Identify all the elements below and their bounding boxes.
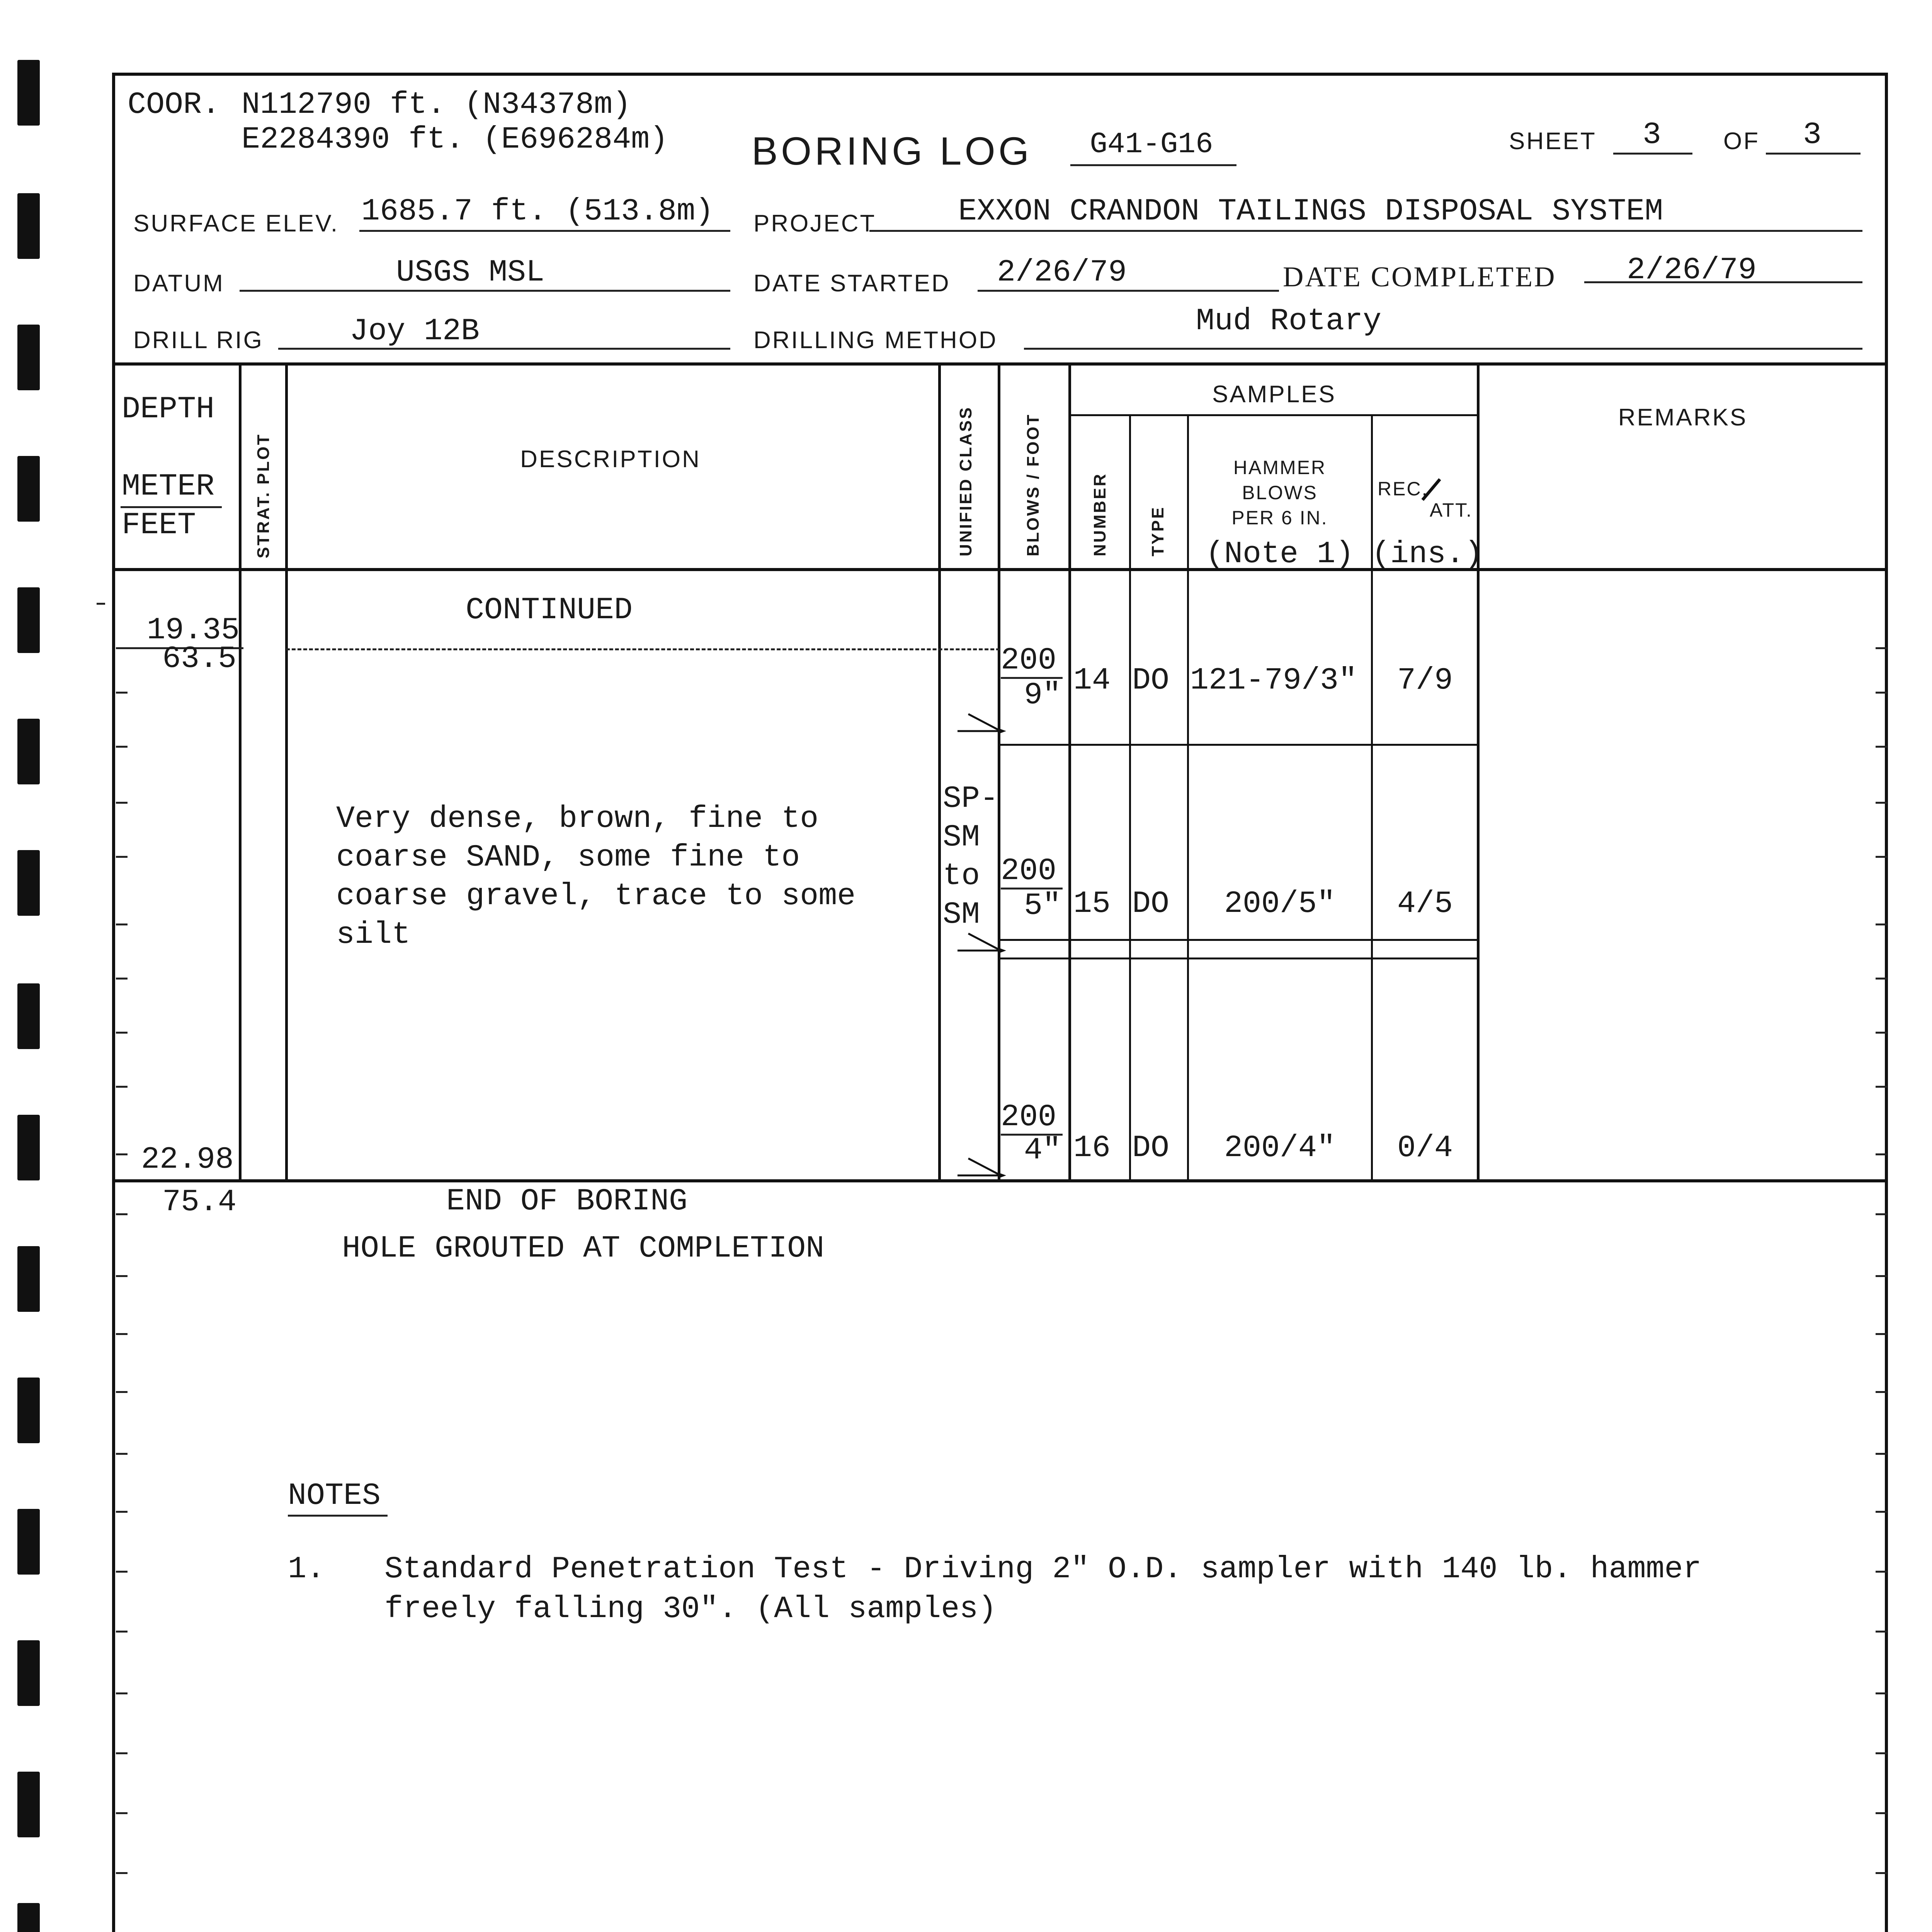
description-heading: DESCRIPTION xyxy=(520,446,701,473)
date-completed: 2/26/79 xyxy=(1627,253,1757,288)
punch-hole xyxy=(17,1772,40,1837)
hammer-heading-2: BLOWS xyxy=(1242,482,1318,503)
coor-north: N112790 ft. (N34378m) xyxy=(242,87,631,122)
drill-rig: Joy 12B xyxy=(350,314,480,349)
sample-arrow-icon xyxy=(954,932,1009,955)
sample-arrow-icon xyxy=(954,1155,1009,1179)
blows-value: 200 xyxy=(1001,854,1057,889)
unified-class-heading: UNIFIED CLASS xyxy=(956,406,975,556)
form-title: BORING LOG xyxy=(752,129,1032,173)
depth-bottom-meter: 22.98 xyxy=(141,1142,234,1177)
punch-hole xyxy=(17,850,40,916)
sample-number: 16 xyxy=(1073,1131,1111,1166)
sample-type: DO xyxy=(1132,1131,1170,1166)
coor-label: COOR. xyxy=(128,87,221,122)
description-line: Very dense, brown, fine to xyxy=(336,801,819,837)
date-started: 2/26/79 xyxy=(997,255,1127,290)
project-name: EXXON CRANDON TAILINGS DISPOSAL SYSTEM xyxy=(958,194,1663,229)
punch-hole xyxy=(17,1115,40,1180)
punch-hole xyxy=(17,60,40,126)
unified-class-value xyxy=(943,780,998,934)
recovery: 0/4 xyxy=(1397,1131,1453,1166)
surface-elev-label: SURFACE ELEV. xyxy=(133,210,339,237)
punch-hole xyxy=(17,1378,40,1443)
note-number: 1. xyxy=(288,1552,325,1587)
sample-arrow-icon xyxy=(954,711,1009,734)
hole-grouted: HOLE GROUTED AT COMPLETION xyxy=(342,1231,825,1266)
strat-plot-heading: STRAT. PLOT xyxy=(254,433,273,558)
hammer-heading-3: PER 6 IN. xyxy=(1231,507,1328,529)
rec-heading: REC. xyxy=(1378,478,1429,500)
surface-elev: 1685.7 ft. (513.8m) xyxy=(361,194,714,229)
hammer-blows: 200/4" xyxy=(1224,1131,1336,1166)
sample-number: 14 xyxy=(1073,663,1111,698)
boring-id: G41-G16 xyxy=(1090,128,1213,161)
blows-penetration: 9" xyxy=(1024,678,1061,713)
blows-foot-heading: BLOWS / FOOT xyxy=(1024,413,1043,556)
drilling-method-label: DRILLING METHOD xyxy=(753,327,998,354)
punch-hole xyxy=(17,325,40,390)
sample-number: 15 xyxy=(1073,886,1111,922)
continued-label: CONTINUED xyxy=(466,593,633,628)
blows-penetration: 4" xyxy=(1024,1133,1061,1168)
unified-line: SM xyxy=(943,897,980,932)
meter-heading: METER xyxy=(122,469,215,504)
date-started-label: DATE STARTED xyxy=(753,270,951,297)
recovery: 4/5 xyxy=(1397,886,1453,922)
note-text-line1: Standard Penetration Test - Driving 2" O.D. sampler with 140 lb. hammer xyxy=(384,1552,1702,1587)
sheet-number: 3 xyxy=(1642,117,1661,153)
end-of-boring: END OF BORING xyxy=(446,1184,688,1219)
hammer-note: (Note 1) xyxy=(1205,537,1354,572)
punch-hole xyxy=(17,587,40,653)
punch-hole xyxy=(17,1903,40,1932)
sample-type: DO xyxy=(1132,886,1170,922)
punch-hole xyxy=(17,456,40,522)
punch-hole xyxy=(17,983,40,1049)
depth-top-feet: 63.5 xyxy=(162,641,237,677)
hammer-heading-1: HAMMER xyxy=(1233,457,1327,478)
unified-line: SM xyxy=(943,820,980,855)
punch-hole xyxy=(17,1509,40,1575)
punch-hole xyxy=(17,719,40,784)
notes-title: NOTES xyxy=(288,1478,381,1514)
sheet-label: SHEET xyxy=(1509,128,1597,155)
remarks-heading: REMARKS xyxy=(1618,404,1748,431)
of-label: OF xyxy=(1723,128,1760,155)
drilling-method: Mud Rotary xyxy=(1196,304,1382,339)
project-label: PROJECT xyxy=(753,210,876,237)
note-text-line2: freely falling 30". (All samples) xyxy=(384,1592,997,1627)
hammer-blows: 121-79/3" xyxy=(1190,663,1357,698)
type-heading: TYPE xyxy=(1148,506,1167,556)
datum: USGS MSL xyxy=(396,255,545,290)
description-line: silt xyxy=(336,917,411,952)
sample-type: DO xyxy=(1132,663,1170,698)
hammer-blows: 200/5" xyxy=(1224,886,1336,922)
sheet-total: 3 xyxy=(1803,117,1821,153)
blows-value: 200 xyxy=(1001,1100,1057,1135)
att-heading: ATT. xyxy=(1430,499,1473,521)
depth-heading: DEPTH xyxy=(122,392,215,427)
soil-description xyxy=(336,800,855,954)
punch-hole xyxy=(17,1640,40,1706)
punch-hole xyxy=(17,193,40,259)
punch-hole xyxy=(17,1246,40,1312)
recovery: 7/9 xyxy=(1397,663,1453,698)
number-heading: NUMBER xyxy=(1090,472,1109,556)
depth-top-meter: 19.35 xyxy=(147,613,240,648)
samples-heading: SAMPLES xyxy=(1212,381,1336,408)
unified-line: SP- xyxy=(943,781,999,816)
description-line: coarse SAND, some fine to xyxy=(336,840,800,875)
depth-bottom-feet: 75.4 xyxy=(162,1185,237,1220)
drill-rig-label: DRILL RIG xyxy=(133,327,264,354)
datum-label: DATUM xyxy=(133,270,224,297)
blows-value: 200 xyxy=(1001,643,1057,678)
unified-line: to xyxy=(943,859,980,894)
description-line: coarse gravel, trace to some xyxy=(336,879,856,914)
rec-units: (ins.) xyxy=(1372,537,1483,572)
coor-east: E2284390 ft. (E696284m) xyxy=(242,122,668,157)
blows-penetration: 5" xyxy=(1024,888,1061,923)
date-completed-label: DATE COMPLETED xyxy=(1283,261,1556,293)
feet-heading: FEET xyxy=(122,508,196,543)
